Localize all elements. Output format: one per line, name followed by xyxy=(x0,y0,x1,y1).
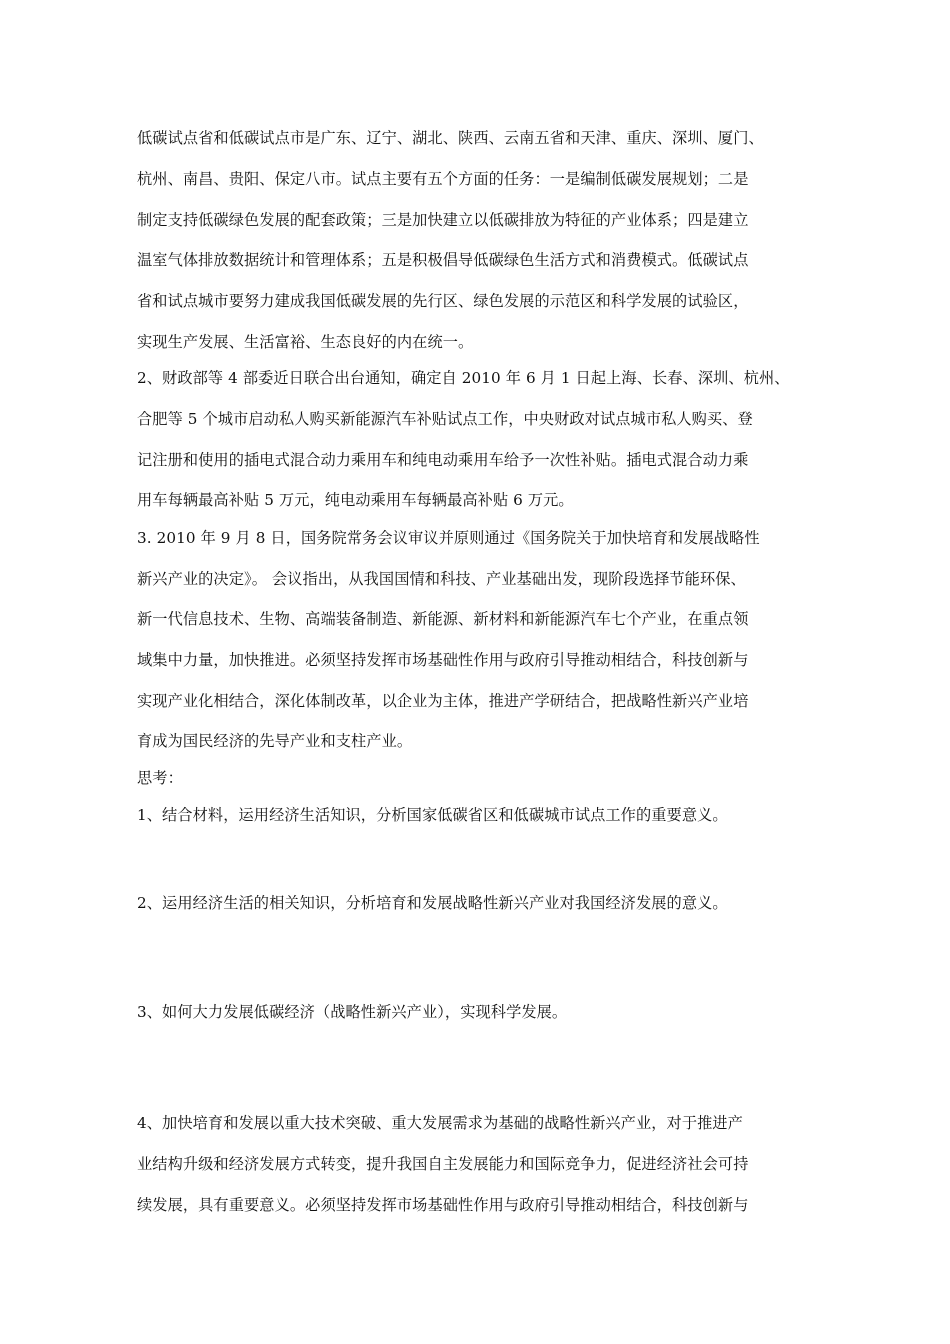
paragraph-3-line: 3. 2010 年 9 月 8 日，国务院常务会议审议并原则通过《国务院关于加快培育和发展战略性 xyxy=(137,529,760,547)
paragraph-1-line: 杭州、南昌、贵阳、保定八市。试点主要有五个方面的任务：一是编制低碳发展规划；二是 xyxy=(137,170,749,188)
paragraph-1-line: 温室气体排放数据统计和管理体系；五是积极倡导低碳绿色生活方式和消费模式。低碳试点 xyxy=(137,251,749,269)
question-2: 2、运用经济生活的相关知识，分析培育和发展战略性新兴产业对我国经济发展的意义。 xyxy=(137,894,728,912)
paragraph-1-line: 制定支持低碳绿色发展的配套政策；三是加快建立以低碳排放为特征的产业体系；四是建立 xyxy=(137,211,749,229)
paragraph-1-line: 低碳试点省和低碳试点市是广东、辽宁、湖北、陕西、云南五省和天津、重庆、深圳、厦门、 xyxy=(137,129,764,147)
paragraph-3-line: 新一代信息技术、生物、高端装备制造、新能源、新材料和新能源汽车七个产业，在重点领 xyxy=(137,610,749,628)
question-3: 3、如何大力发展低碳经济（战略性新兴产业），实现科学发展。 xyxy=(137,1003,568,1021)
paragraph-3-line: 实现产业化相结合，深化体制改革，以企业为主体，推进产学研结合，把战略性新兴产业培 xyxy=(137,692,749,710)
thinking-heading: 思考： xyxy=(137,769,183,787)
answer-4-line: 续发展，具有重要意义。必须坚持发挥市场基础性作用与政府引导推动相结合，科技创新与 xyxy=(137,1196,749,1214)
answer-4-line: 4、加快培育和发展以重大技术突破、重大发展需求为基础的战略性新兴产业，对于推进产 xyxy=(137,1114,743,1132)
paragraph-1-line: 省和试点城市要努力建成我国低碳发展的先行区、绿色发展的示范区和科学发展的试验区， xyxy=(137,292,749,310)
paragraph-2-line: 2、财政部等 4 部委近日联合出台通知，确定自 2010 年 6 月 1 日起上海、长春、深圳、杭州、 xyxy=(137,369,790,387)
paragraph-1-line: 实现生产发展、生活富裕、生态良好的内在统一。 xyxy=(137,333,474,351)
paragraph-2-line: 用车每辆最高补贴 5 万元，纯电动乘用车每辆最高补贴 6 万元。 xyxy=(137,491,574,509)
question-1: 1、结合材料，运用经济生活知识，分析国家低碳省区和低碳城市试点工作的重要意义。 xyxy=(137,806,728,824)
paragraph-3-line: 新兴产业的决定》。 会议指出，从我国国情和科技、产业基础出发，现阶段选择节能环保、 xyxy=(137,570,746,588)
paragraph-3-line: 育成为国民经济的先导产业和支柱产业。 xyxy=(137,732,413,750)
paragraph-2-line: 合肥等 5 个城市启动私人购买新能源汽车补贴试点工作，中央财政对试点城市私人购买、登 xyxy=(137,410,753,428)
paragraph-2-line: 记注册和使用的插电式混合动力乘用车和纯电动乘用车给予一次性补贴。插电式混合动力乘 xyxy=(137,451,749,469)
answer-4-line: 业结构升级和经济发展方式转变，提升我国自主发展能力和国际竞争力，促进经济社会可持 xyxy=(137,1155,749,1173)
paragraph-3-line: 域集中力量，加快推进。必须坚持发挥市场基础性作用与政府引导推动相结合，科技创新与 xyxy=(137,651,749,669)
